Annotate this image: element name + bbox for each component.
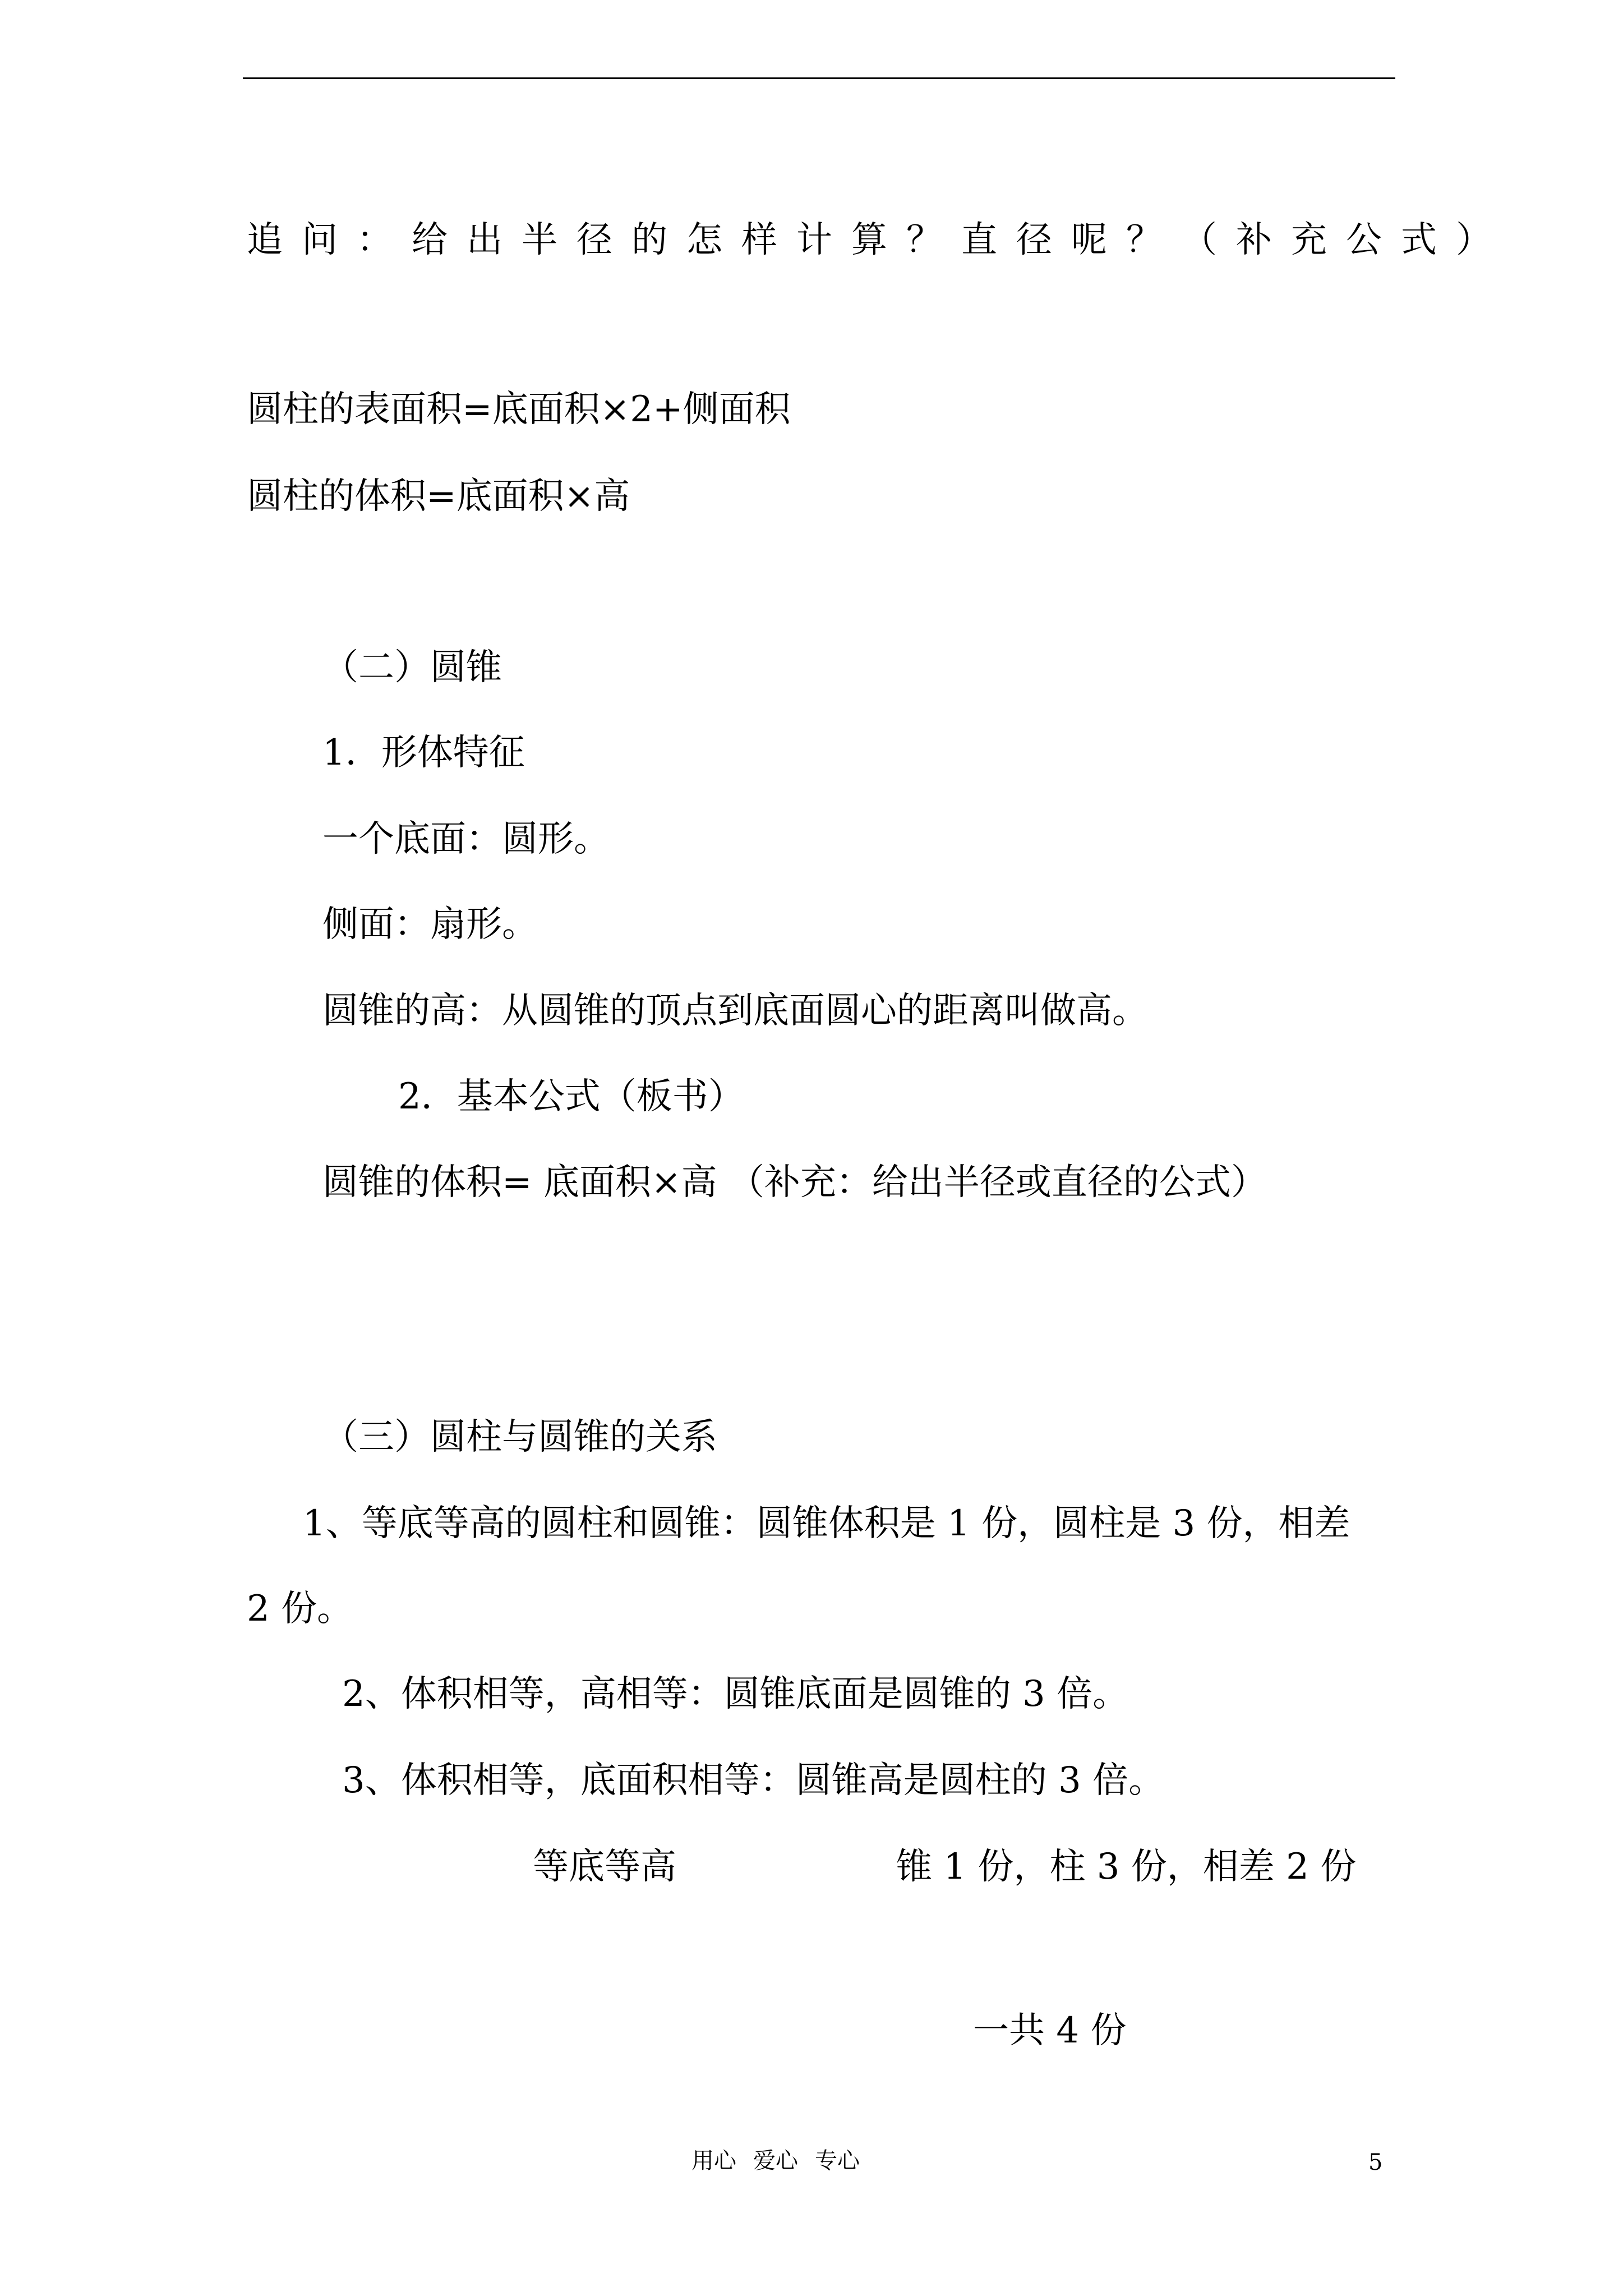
relation-3: 3、体积相等，底面积相等：圆锥高是圆柱的 3 倍。	[342, 1760, 1165, 1801]
relation-2: 2、体积相等，高相等：圆锥底面是圆锥的 3 倍。	[342, 1673, 1129, 1715]
footer-slogan-3: 专心	[815, 2148, 860, 2174]
footer-slogan-1: 用心	[691, 2148, 736, 2174]
footer-slogan-2: 爱心	[753, 2148, 798, 2174]
footer-slogan	[691, 2147, 860, 2175]
diagram-total: 一共 4 份	[973, 2010, 1127, 2051]
cone-features-heading: 1．形体特征	[322, 732, 525, 774]
cylinder-surface-area-formula: 圆柱的表面积=底面积×2+侧面积	[247, 389, 791, 430]
cone-base-text: 一个底面：圆形。	[322, 818, 610, 860]
cylinder-volume-formula: 圆柱的体积=底面积×高	[247, 476, 630, 517]
header-rule	[243, 77, 1395, 79]
page-number: 5	[1368, 2150, 1383, 2175]
cone-side-text: 侧面：扇形。	[322, 904, 538, 945]
relation-1-line-2: 2 份。	[247, 1588, 353, 1630]
cone-height-definition: 圆锥的高：从圆锥的顶点到底面圆心的距离叫做高。	[322, 990, 1148, 1032]
cone-formulas-heading: 2．基本公式（板书）	[398, 1076, 744, 1117]
relation-1-line-1: 1、等底等高的圆柱和圆锥：圆锥体积是 1 份，圆柱是 3 份，相差	[303, 1503, 1350, 1544]
cone-volume-formula: 圆锥的体积= 底面积×高 （补充：给出半径或直径的公式）	[322, 1162, 1267, 1203]
diagram-label-right: 锥 1 份，柱 3 份，相差 2 份	[896, 1846, 1357, 1888]
diagram-label-left: 等底等高	[533, 1846, 676, 1888]
cone-section-heading: （二）圆锥	[322, 647, 502, 688]
followup-question: 追问：给出半径的怎样计算？直径呢？（补充公式）	[247, 219, 1511, 261]
relation-section-heading: （三）圆柱与圆锥的关系	[322, 1416, 717, 1458]
